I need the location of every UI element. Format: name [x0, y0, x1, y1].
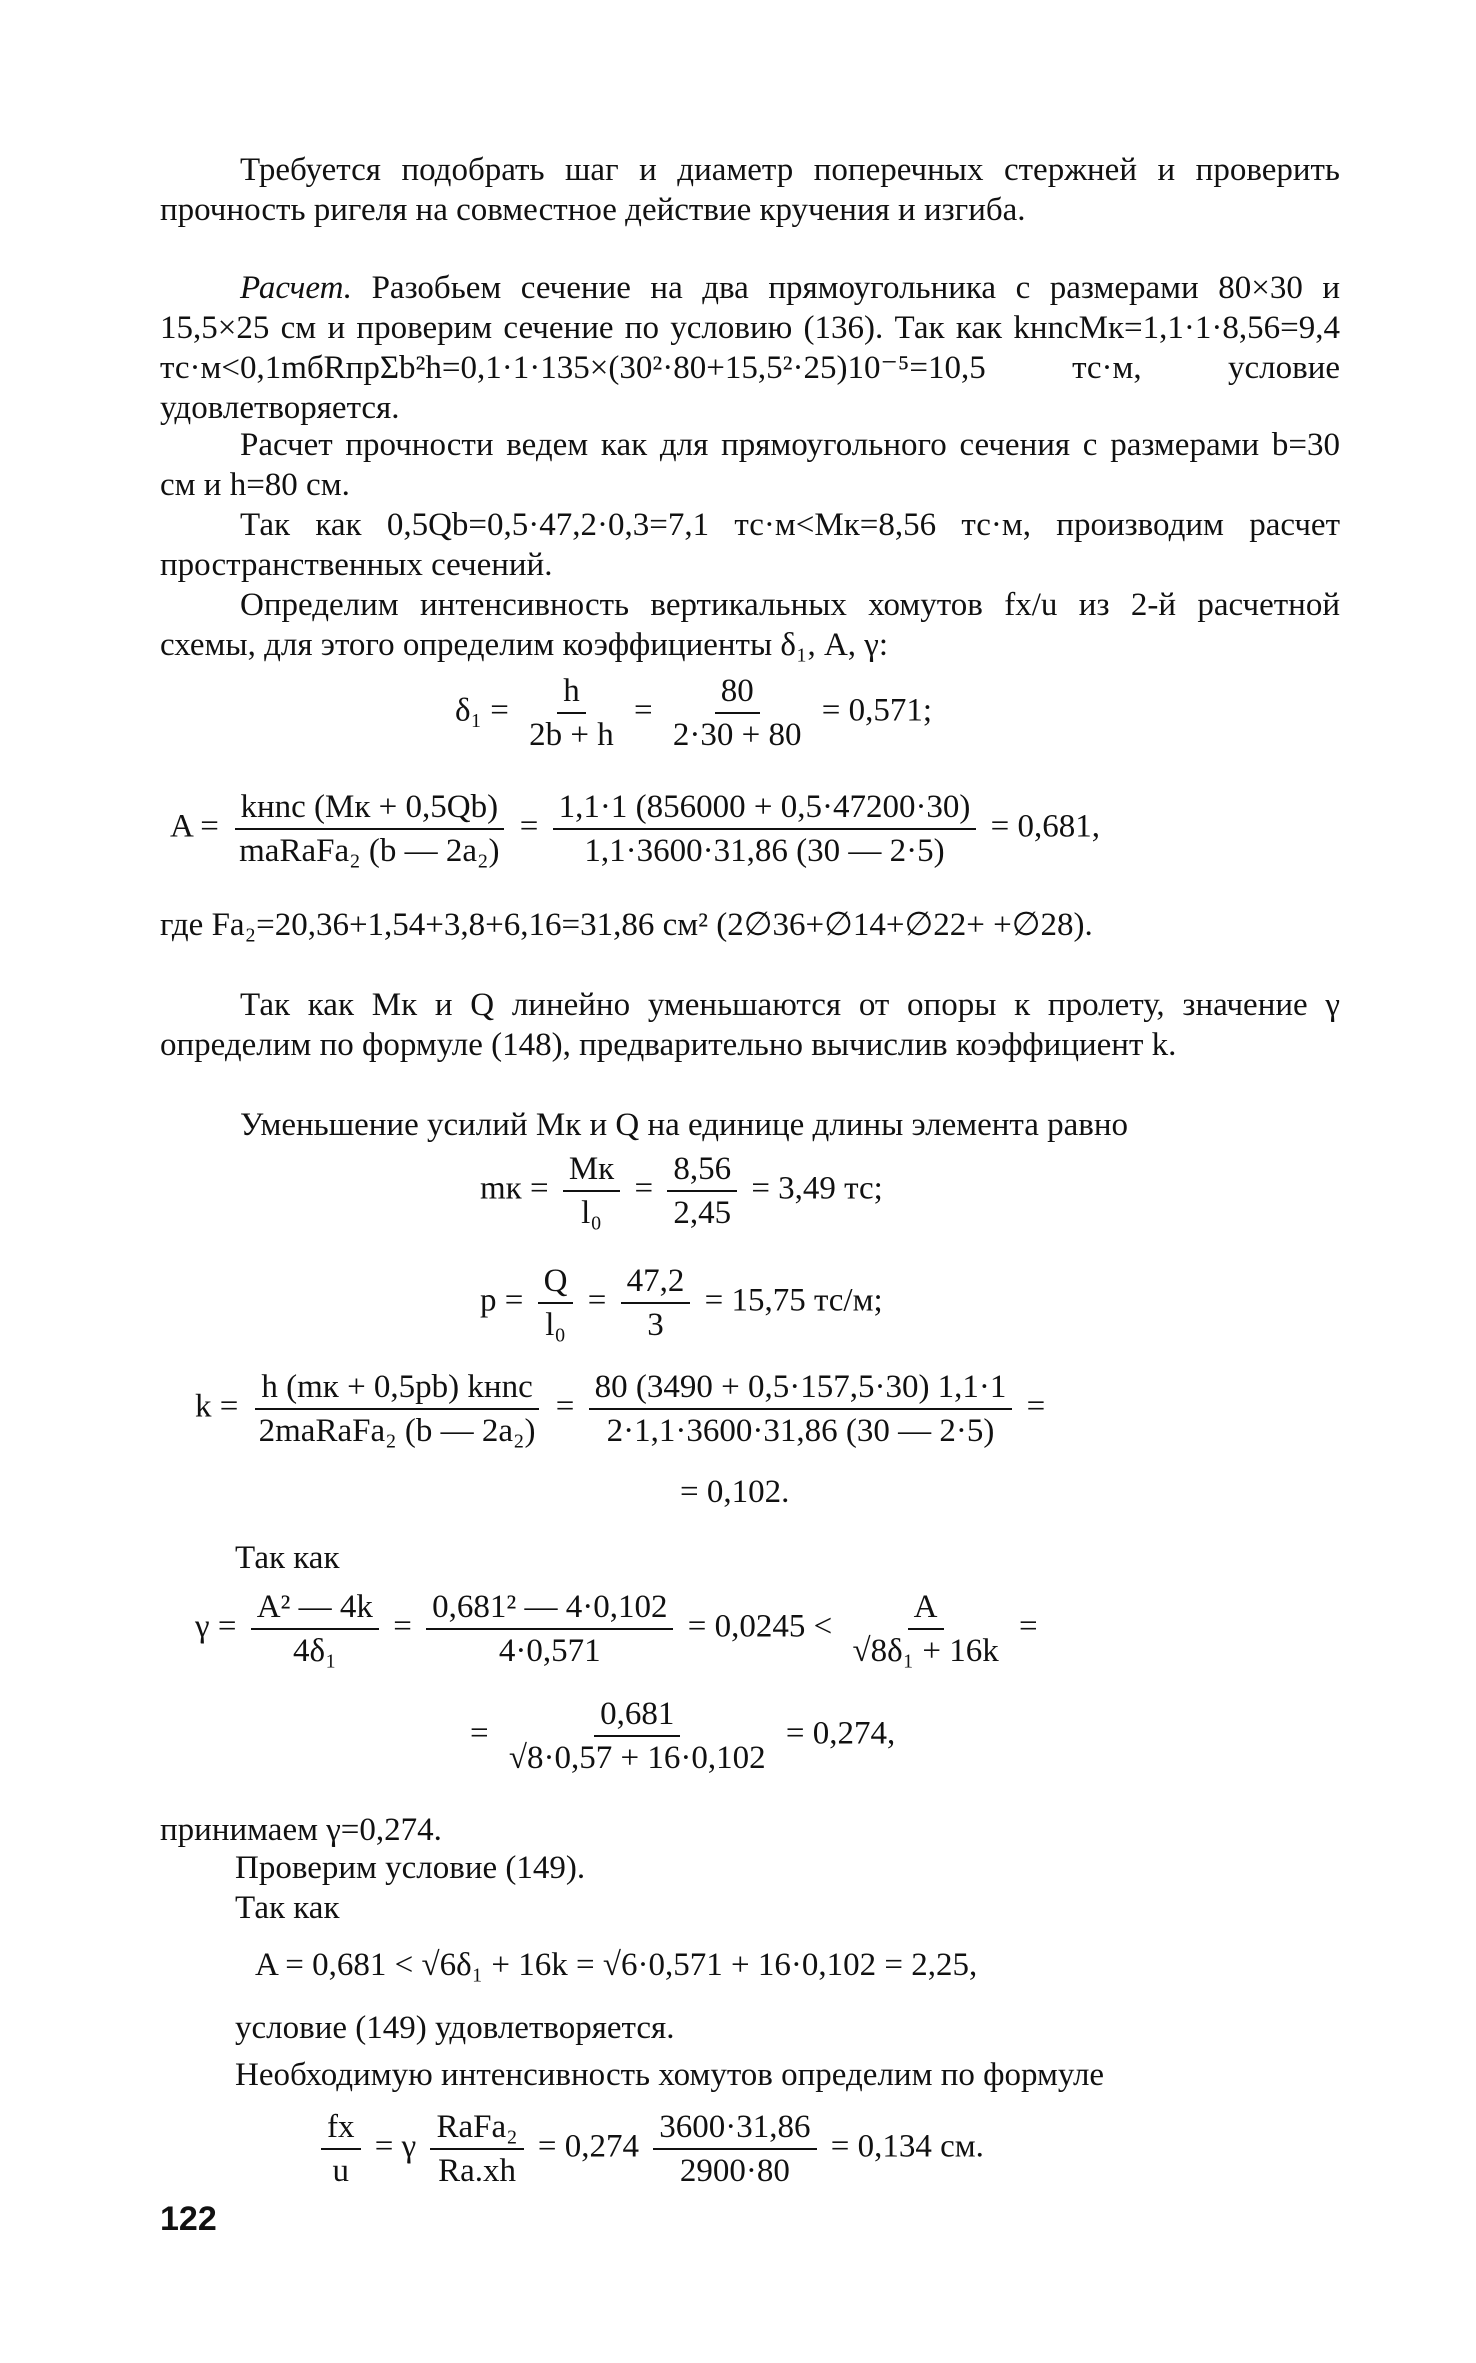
fraction — [653, 2108, 816, 2190]
paragraph-accept: принимаем γ=0,274. — [160, 1812, 442, 1848]
fraction — [846, 1588, 1004, 1670]
eq-result: = 0,681, — [990, 808, 1101, 845]
numerator: fx — [321, 2108, 361, 2150]
equation-check: A = 0,681 < √6δ₁ + 16k = √6·0,571 + 16·0,102 = 2,25, — [255, 1947, 978, 1983]
calculation-label: Расчет. — [240, 270, 353, 306]
eq-lhs: δ₁ = — [455, 692, 509, 729]
numerator: 8,56 — [667, 1150, 737, 1192]
fraction — [321, 2108, 361, 2190]
denominator: 2·1,1·3600·31,86 (30 — 2·5) — [606, 1413, 995, 1449]
fraction — [563, 1150, 620, 1232]
denominator: u — [332, 2153, 349, 2189]
fraction — [538, 1262, 574, 1344]
paragraph-task: Требуется подобрать шаг и диаметр поперечных стержней и проверить прочность ригеля на совместное действие кручения и изгиба. — [160, 152, 1340, 228]
fraction — [589, 1368, 1013, 1450]
fraction — [553, 788, 977, 870]
numerator: 3600·31,86 — [653, 2108, 816, 2150]
eq-result: = 2,25, — [884, 1947, 978, 1983]
eq-coef: = 0,274 — [537, 2128, 639, 2165]
denominator: maRaFa₂ (b — 2a₂) — [239, 833, 500, 869]
paragraph-check: Проверим условие (149). — [235, 1850, 586, 1886]
numerator: A — [908, 1588, 944, 1630]
eq-middle: = 0,0245 < — [687, 1608, 833, 1645]
sqrt-radicand: 8·0,57 + 16·0,102 — [527, 1740, 766, 1776]
denominator: 3 — [647, 1307, 664, 1343]
eq-result: = 0,274, — [785, 1715, 896, 1752]
page-number: 122 — [160, 2200, 217, 2238]
fraction — [503, 1695, 772, 1777]
numerator: 80 — [715, 672, 760, 714]
fraction — [523, 672, 620, 754]
equation-k: k = $\frac{\text{h (mк + 0,5pb) kнnc}}{\text{2maRaFa₂ (b — 2a₂)}}$ = $\frac{80 (3490 + 0,5\cdot 157,5\cdot 30) 1,1\cdot 1}{2\cdot 1,1\cdot 3600\cdot 31,86 (30 — 2\cdot 5)}$ = — [195, 1369, 1046, 1449]
fraction — [430, 2108, 523, 2190]
denominator: 2,45 — [673, 1195, 732, 1231]
fraction — [667, 672, 808, 754]
eq-result: = 15,75 тс/м; — [704, 1282, 883, 1319]
sqrt-sign: √ — [602, 1947, 622, 1983]
paragraph-reduction: Уменьшение усилий Mк и Q на единице длины элемента равно — [240, 1107, 1129, 1143]
paragraph-intensity: Определим интенсивность вертикальных хомутов fx/u из 2-й расчетной схемы, для этого определим коэффициенты δ₁, A, γ: — [160, 587, 1340, 663]
numerator: RaFa₂ — [430, 2108, 523, 2150]
denominator: l₀ — [545, 1307, 566, 1343]
numerator: kнnc (Mк + 0,5Qb) — [235, 788, 505, 830]
equation-mk: mк = $\frac{Mк}{\text{l₀}}$ = $\frac{8,56}{2,45}$ = 3,49 тс; — [480, 1151, 883, 1231]
eq-lhs: k = — [195, 1388, 239, 1425]
numerator: h (mк + 0,5pb) kнnc — [255, 1368, 538, 1410]
equation-gamma-result: = $\frac{0,681}{√8\cdot 0,57 + 16\cdot 0,102}$ = 0,274, — [470, 1696, 896, 1776]
sqrt-sign: √ — [508, 1740, 527, 1776]
eq-result: = 0,571; — [821, 692, 933, 729]
denominator: 1,1·3600·31,86 (30 — 2·5) — [584, 833, 945, 869]
sqrt-radicand: 6·0,571 + 16·0,102 — [621, 1947, 877, 1983]
paragraph-where: где Fa₂=20,36+1,54+3,8+6,16=31,86 см² (2∅36+∅14+∅22+ +∅28). — [160, 907, 1093, 943]
paragraph-linear: Так как Mк и Q линейно уменьшаются от опоры к пролету, значение γ определим по формуле (148), предварительно вычислив коэффициент k. — [160, 987, 1340, 1063]
eq-lhs: A = — [170, 808, 219, 845]
denominator: 2·30 + 80 — [672, 717, 802, 753]
denominator: 2900·80 — [679, 2153, 790, 2189]
fraction — [621, 1262, 691, 1344]
numerator: 0,681 — [594, 1695, 680, 1737]
equation-k-result: = 0,102. — [680, 1474, 790, 1510]
numerator: 47,2 — [621, 1262, 691, 1304]
eq-lhs: p = — [480, 1282, 524, 1319]
paragraph-calculation — [160, 268, 1340, 428]
equation-fx-u — [315, 2108, 984, 2190]
paragraph-since: Так как — [235, 1540, 340, 1576]
fraction — [233, 788, 505, 870]
denominator: 4δ₁ — [293, 1633, 337, 1669]
equation-p: p = $\frac{Q}{\text{l₀}}$ = $\frac{47,2}{3}$ = 15,75 тс/м; — [480, 1263, 883, 1343]
eq-lhs: γ = — [195, 1608, 237, 1645]
numerator: A² — 4k — [251, 1588, 379, 1630]
sqrt-radicand: 8δ₁ + 16k — [870, 1633, 999, 1669]
eq-result: = 0,134 см. — [830, 2128, 984, 2165]
numerator: 1,1·1 (856000 + 0,5·47200·30) — [553, 788, 977, 830]
paragraph-spatial: Так как 0,5Qb=0,5·47,2·0,3=7,1 тс·м<Mк=8,56 тс·м, производим расчет пространственных сечений. — [160, 507, 1340, 583]
paragraph-rect-section: Расчет прочности ведем как для прямоугольного сечения с размерами b=30 см и h=80 см. — [160, 427, 1340, 503]
eq-lhs: A = 0,681 < — [255, 1947, 414, 1983]
fraction — [426, 1588, 673, 1670]
fraction — [251, 1588, 379, 1670]
equation-gamma: γ = $\frac{\text{A² — 4k}}{\text{4δ₁}}$ = $\frac{\text{0,681² — 4·0,102}}{4\cdot 0,571}$ = 0,0245 < $\frac{A}{\text{√8δ₁ + 16k}}$ = — [195, 1589, 1038, 1669]
numerator: h — [557, 672, 586, 714]
denominator — [503, 1737, 772, 1777]
sqrt-sign: √ — [421, 1947, 440, 1983]
numerator: Mк — [563, 1150, 620, 1192]
denominator: 4·0,571 — [498, 1633, 601, 1669]
equation-delta1: δ₁ = $\frac{h}{2b + h}$ = $\frac{80}{2\cdot 30 + 80}$ = 0,571; — [455, 673, 933, 753]
denominator: Ra.xh — [438, 2153, 516, 2189]
paragraph-satisfied: условие (149) удовлетворяется. — [235, 2010, 675, 2046]
denominator: 2maRaFa₂ (b — 2a₂) — [258, 1413, 536, 1449]
numerator: 0,681² — 4·0,102 — [426, 1588, 673, 1630]
sqrt-radicand: 6δ₁ + 16k — [439, 1947, 568, 1983]
fraction — [253, 1368, 542, 1450]
sqrt-sign: √ — [852, 1633, 871, 1669]
fraction — [667, 1150, 737, 1232]
eq-result: = 3,49 тс; — [751, 1170, 883, 1207]
equation-A: A = $\frac{\text{kнnc (Mк + 0,5Qb)}}{\text{maRaFa₂ (b — 2a₂)}}$ = $\frac{1,1\cdot 1 (856000 + 0,5\cdot 47200\cdot 30)}{1,1\cdot 3600\cdot 31,86 (30 — 2\cdot 5)}$ = 0,681, — [170, 789, 1101, 869]
denominator: l₀ — [581, 1195, 602, 1231]
denominator — [846, 1630, 1004, 1670]
calculation-text: Разобьем сечение на два прямоугольника с размерами 80×30 и 15,5×25 см и проверим сечение по условию (136). Так как kнncMк=1,1·1·8,56=9,4 тс·м<0,1mбRпрΣb²h=0,1·1·135×(30²·80+15,5²·25)10⁻⁵=10,5 тс·м, условие удовлетворяется. — [160, 270, 1340, 426]
paragraph-formula: Необходимую интенсивность хомутов определим по формуле — [235, 2057, 1105, 2093]
eq-gamma: = γ — [374, 2128, 417, 2165]
paragraph-since-2: Так как — [235, 1890, 340, 1926]
eq-lhs: mк = — [480, 1170, 549, 1207]
denominator: 2b + h — [529, 717, 614, 753]
numerator: 80 (3490 + 0,5·157,5·30) 1,1·1 — [589, 1368, 1013, 1410]
numerator: Q — [538, 1262, 574, 1304]
